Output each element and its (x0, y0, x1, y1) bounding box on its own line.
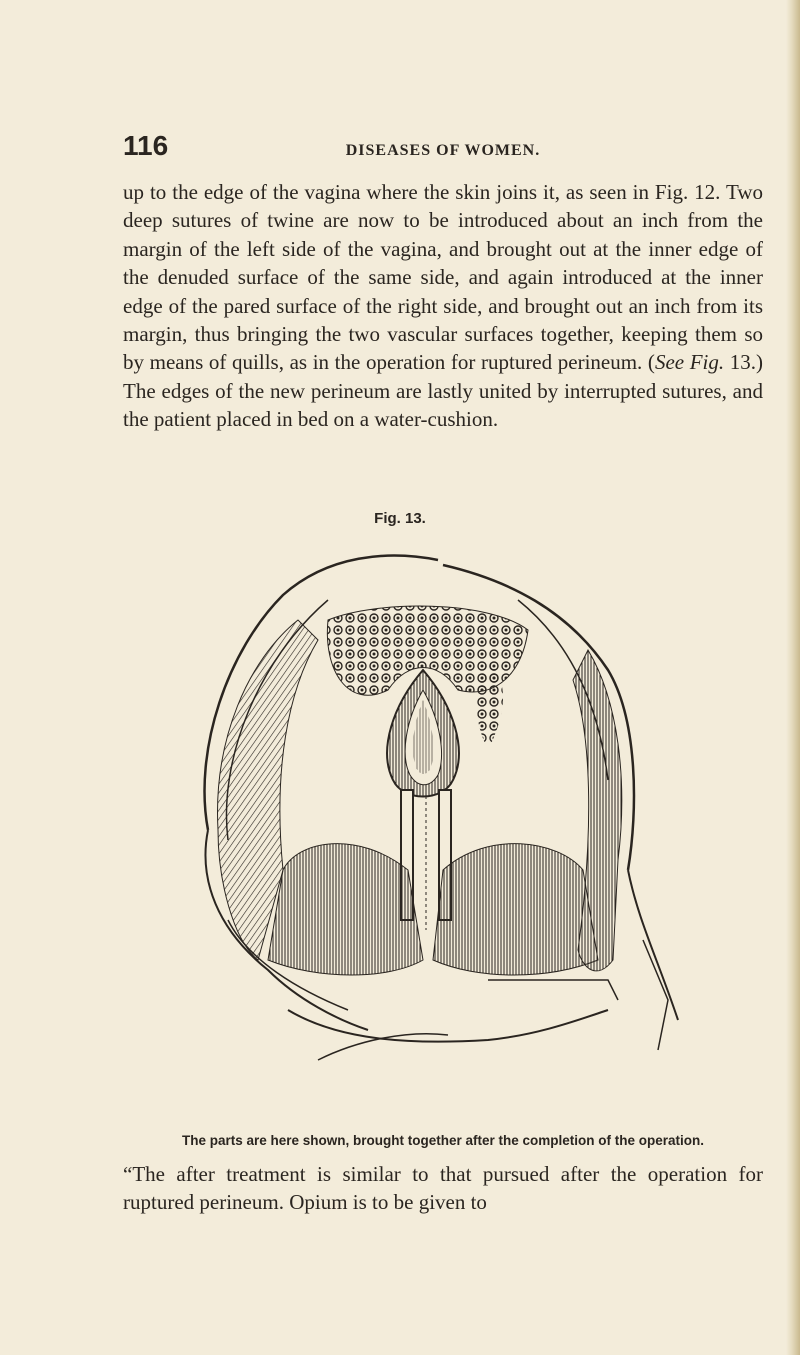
paragraph-2: “The after treatment is similar to that pursued after the operation for ruptured perineum. Opium is to be given to (123, 1162, 763, 1215)
figure-caption: The parts are here shown, brought together after the completion of the operation. (181, 1133, 705, 1148)
figure-reference: See Fig. (654, 350, 725, 375)
running-head: DISEASES OF WOMEN. (345, 142, 541, 159)
paragraph-1-text-b: 13.) The edges of the new perineum are lastly united by interrupted sutures, and the patient placed in bed on a water-cushion. (123, 350, 763, 432)
illustration-svg (188, 540, 688, 1120)
page-header (123, 128, 763, 168)
paragraph-1 (123, 178, 763, 434)
page-edge (786, 0, 800, 1355)
anatomical-illustration (188, 540, 688, 1120)
figure-label: Fig. 13. (374, 510, 426, 527)
page-number: 116 (123, 130, 169, 161)
paragraph-1-text-a: up to the edge of the vagina where the skin joins it, as seen in Fig. 12. Two deep sutures of twine are now to be introduced about an inch from the margin of the left side of the vagina, and brought out at the inner edge of the denuded surface of the same side, and again introduced at the inner edge of the pared surface of the right side, and brought out an inch from its margin, thus bringing the two vascular surfaces together, keeping them so by means of quills, as in the operation for ruptured perineum. ( (123, 180, 763, 375)
